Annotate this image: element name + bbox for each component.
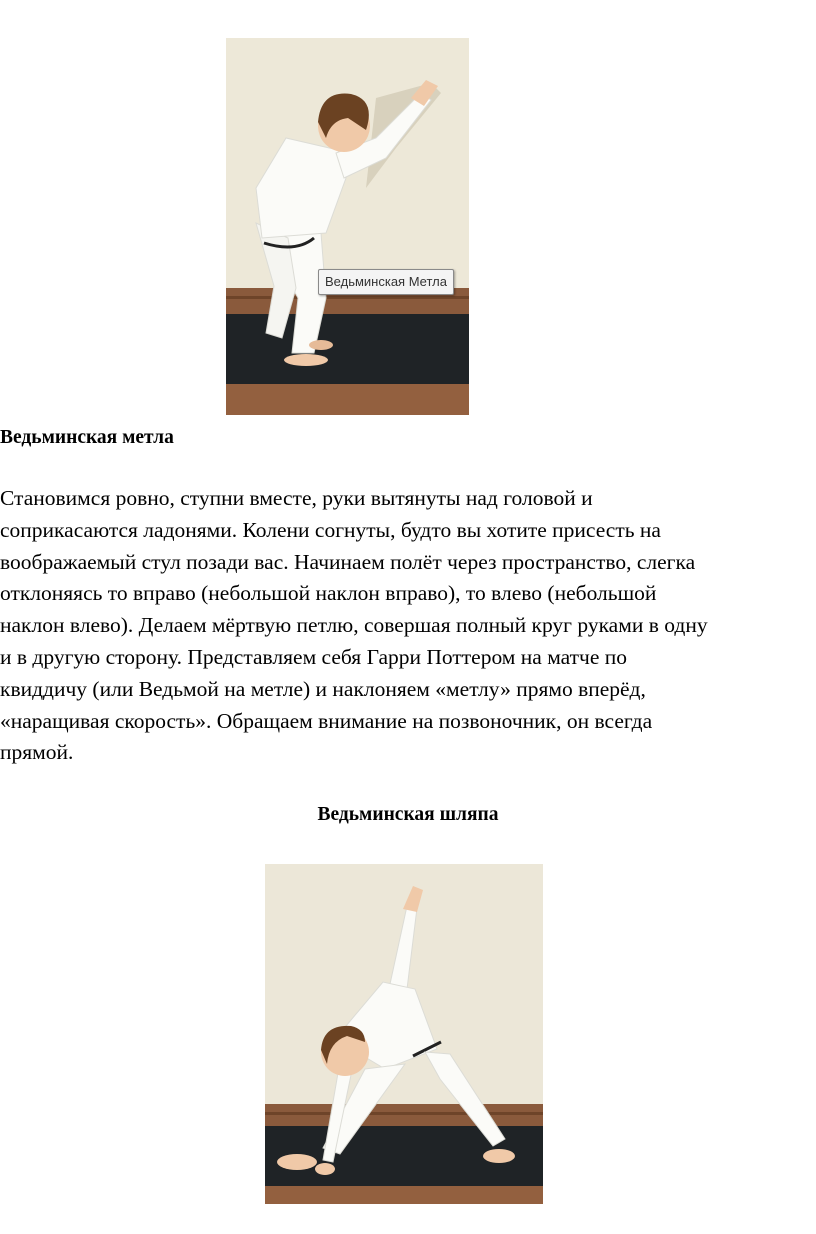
witch-broom-description <box>0 483 812 769</box>
witch-broom-pose-photo <box>226 38 469 415</box>
paragraph-line: воображаемый стул позади вас. Начинаем полёт через пространство, слегка <box>0 549 696 574</box>
section-heading-witch-hat: Ведьминская шляпа <box>317 804 499 825</box>
paragraph-line: квиддичу (или Ведьмой на метле) и наклоняем «метлу» прямо вперёд, <box>0 676 646 701</box>
witch-broom-pose-illustration <box>226 38 469 415</box>
witch-hat-pose-illustration <box>265 864 543 1204</box>
paragraph-line: «наращивая скорость». Обращаем внимание на позвоночник, он всегда <box>0 708 653 733</box>
paragraph-line: прямой. <box>0 740 74 765</box>
paragraph-line: наклон влево). Делаем мёртвую петлю, совершая полный круг руками в одну <box>0 613 708 638</box>
paragraph-line: отклоняясь то вправо (небольшой наклон вправо), то влево (небольшой <box>0 581 657 606</box>
photo-tooltip: Ведьминская Метла <box>318 269 454 295</box>
paragraph-line: Становимся ровно, ступни вместе, руки вытянуты над головой и <box>0 486 593 510</box>
section-heading-witch-broom: Ведьминская метла <box>0 427 174 448</box>
paragraph-line: соприкасаются ладонями. Колени согнуты, будто вы хотите присесть на <box>0 517 661 542</box>
witch-hat-pose-photo <box>265 864 543 1204</box>
paragraph-line: и в другую сторону. Представляем себя Гарри Поттером на матче по <box>0 644 628 669</box>
